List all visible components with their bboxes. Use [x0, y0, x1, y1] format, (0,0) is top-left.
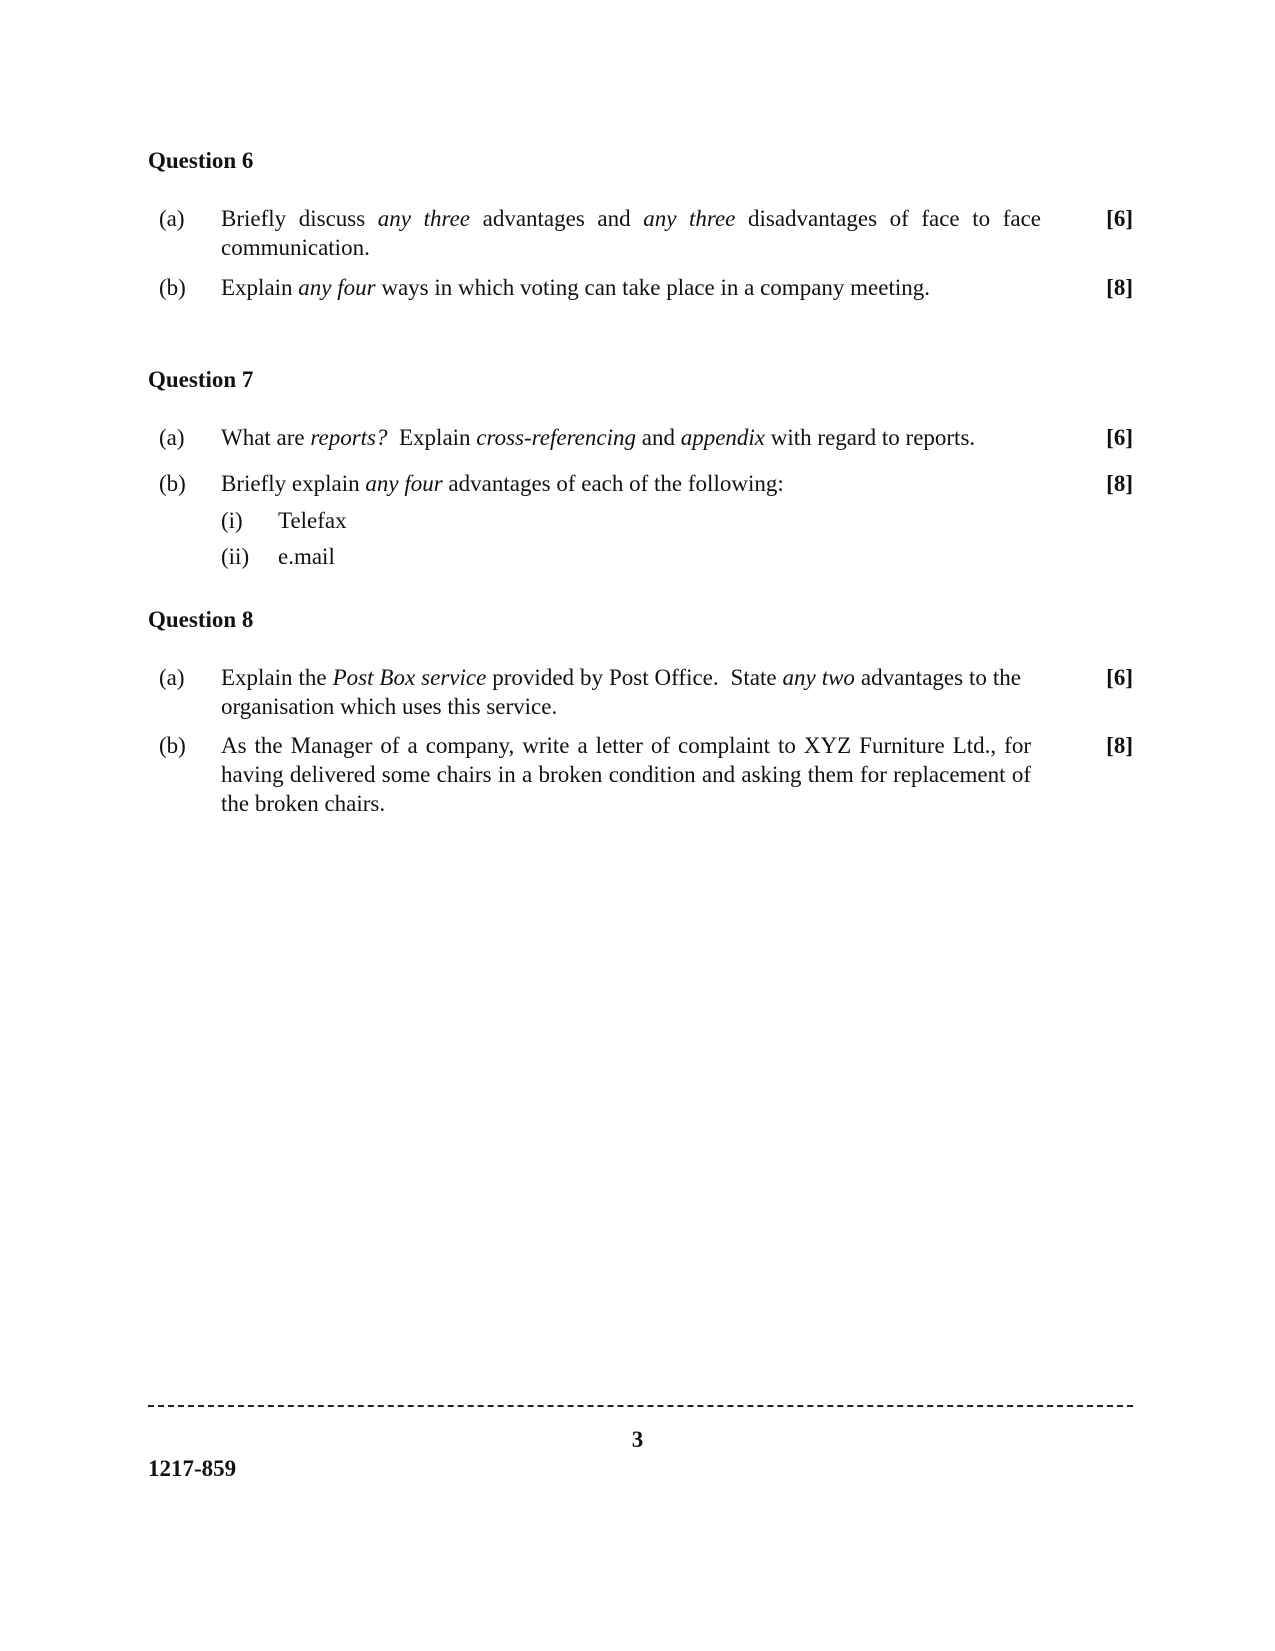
part-text	[221, 469, 1041, 498]
text-segment-italic: any four	[298, 275, 376, 300]
question-8-part-a	[148, 663, 1133, 723]
subitem-label: (ii)	[221, 544, 250, 569]
text-segment: ways in which voting can take place in a company meeting.	[375, 275, 930, 300]
part-text	[221, 731, 1031, 818]
text-segment: provided by Post Office. State	[486, 665, 783, 690]
footer-dashed-rule	[148, 1405, 1133, 1407]
marks: [6]	[1106, 665, 1133, 690]
question-7-heading: Question 7	[148, 367, 254, 392]
page-number: 3	[631, 1427, 644, 1452]
marks: [8]	[1106, 275, 1133, 300]
text-segment: with regard to reports.	[765, 425, 976, 450]
text-segment-italic: any three	[377, 206, 471, 231]
part-text	[221, 423, 1041, 452]
marks: [8]	[1106, 471, 1133, 496]
paper-code: 1217-859	[148, 1456, 237, 1481]
question-8-part-b	[148, 731, 1133, 821]
question-6-part-b	[148, 273, 1133, 303]
question-8-heading: Question 8	[148, 607, 254, 632]
marks: [6]	[1106, 206, 1133, 231]
subitem-text: Telefax	[278, 508, 347, 533]
text-segment: Explain	[387, 425, 477, 450]
text-segment: Briefly explain	[221, 471, 366, 496]
text-segment-italic: any two	[782, 665, 855, 690]
marks: [8]	[1106, 733, 1133, 758]
text-segment: What are	[221, 425, 311, 450]
subitem-label: (i)	[221, 508, 243, 533]
part-text	[221, 273, 1041, 302]
text-segment: As the Manager of a company, write a letter of complaint to XYZ Furniture Ltd., for having delivered some chairs in a broken condition and asking them for replacement of the broken chairs.	[221, 733, 1031, 816]
part-label: (a)	[159, 425, 185, 450]
text-segment: Explain	[221, 275, 299, 300]
text-segment-italic: Post Box service	[332, 665, 487, 690]
text-segment: advantages of each of the following:	[442, 471, 784, 496]
part-label: (b)	[159, 471, 186, 496]
question-7-part-b	[148, 469, 1133, 499]
part-label: (b)	[159, 275, 186, 300]
question-6-part-a	[148, 204, 1133, 264]
part-label: (a)	[159, 206, 185, 231]
text-segment-italic: reports?	[310, 425, 388, 450]
text-segment-italic: cross-referencing	[476, 425, 636, 450]
text-segment: and	[635, 425, 681, 450]
text-segment: Explain the	[221, 665, 333, 690]
text-segment: advantages to the organisation which uses this service.	[221, 665, 1021, 719]
subitem-text: e.mail	[278, 544, 335, 569]
text-segment-italic: any four	[365, 471, 443, 496]
text-segment: advantages and	[470, 206, 644, 231]
part-text	[221, 204, 1041, 262]
text-segment-italic: any three	[643, 206, 736, 231]
question-7-part-a	[148, 423, 1133, 453]
text-segment-italic: appendix	[680, 425, 766, 450]
part-label: (b)	[159, 733, 186, 758]
marks: [6]	[1106, 425, 1133, 450]
question-6-heading: Question 6	[148, 148, 254, 173]
part-label: (a)	[159, 665, 185, 690]
text-segment: disadvantages of face to face communication.	[221, 206, 1042, 260]
part-text	[221, 663, 1021, 721]
text-segment: Briefly discuss	[221, 206, 378, 231]
